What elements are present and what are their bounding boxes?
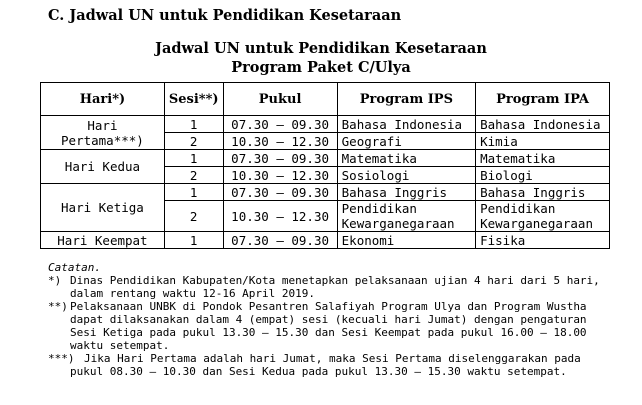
ips-cell: Pendidikan Kewarganegaraan [337, 201, 475, 232]
column-header-sesi: Sesi**) [164, 83, 223, 116]
table-row [41, 184, 610, 201]
sesi-cell: 1 [164, 150, 223, 167]
ipa-cell: Pendidikan Kewarganegaraan [476, 201, 610, 232]
pukul-cell: 10.30 – 12.30 [223, 133, 337, 150]
ipa-cell: Bahasa Indonesia [476, 116, 610, 133]
sesi-cell: 1 [164, 184, 223, 201]
table-row [41, 116, 610, 133]
note-marker: ***) [48, 352, 75, 365]
ipa-cell: Bahasa Inggris [476, 184, 610, 201]
sesi-cell: 2 [164, 167, 223, 184]
sesi-cell: 2 [164, 133, 223, 150]
ips-cell: Bahasa Inggris [337, 184, 475, 201]
table-row [41, 150, 610, 167]
sesi-cell: 1 [164, 116, 223, 133]
ipa-cell: Fisika [476, 232, 610, 249]
note-marker: **) [48, 300, 68, 313]
table-subtitle: Program Paket C/Ulya [231, 59, 411, 76]
section-heading: C. Jadwal UN untuk Pendidikan Kesetaraan [48, 7, 402, 24]
ipa-cell: Biologi [476, 167, 610, 184]
column-header-program-ipa: Program IPA [476, 83, 610, 116]
note-marker: *) [48, 274, 62, 287]
note-text: Pelaksanaan UNBK di Pondok Pesantren Salafiyah Program Ulya dan Program Wustha dapat dilaksanakan dalam 4 (empat) sesi (kecuali hari Jumat) dengan pengaturan Sesi Ketiga pada pukul 13.30 – 15.30 dan Sesi Keempat pada pukul 16.00 – 18.00 waktu setempat. [70, 300, 587, 352]
note-item [48, 274, 618, 300]
schedule-table [40, 82, 610, 249]
sesi-cell: 2 [164, 201, 223, 232]
table-header-row [41, 83, 610, 116]
day-cell: Hari Pertama***) [41, 116, 165, 150]
ips-cell: Bahasa Indonesia [337, 116, 475, 133]
pukul-cell: 10.30 – 12.30 [223, 167, 337, 184]
note-item [48, 352, 618, 378]
pukul-cell: 07.30 – 09.30 [223, 184, 337, 201]
table-title: Jadwal UN untuk Pendidikan Kesetaraan [155, 40, 487, 57]
ips-cell: Geografi [337, 133, 475, 150]
day-cell: Hari Keempat [41, 232, 165, 249]
notes-section [48, 261, 618, 378]
table-row [41, 232, 610, 249]
day-cell: Hari Kedua [41, 150, 165, 184]
pukul-cell: 07.30 – 09.30 [223, 150, 337, 167]
ips-cell: Ekonomi [337, 232, 475, 249]
ipa-cell: Kimia [476, 133, 610, 150]
ips-cell: Sosiologi [337, 167, 475, 184]
column-header-hari: Hari*) [41, 83, 165, 116]
notes-label: Catatan. [48, 261, 101, 274]
day-cell: Hari Ketiga [41, 184, 165, 232]
ips-cell: Matematika [337, 150, 475, 167]
ipa-cell: Matematika [476, 150, 610, 167]
note-text: Dinas Pendidikan Kabupaten/Kota menetapkan pelaksanaan ujian 4 hari dari 5 hari, dalam rentang waktu 12-16 April 2019. [70, 274, 600, 300]
sesi-cell: 1 [164, 232, 223, 249]
pukul-cell: 07.30 – 09.30 [223, 232, 337, 249]
note-item [48, 300, 618, 352]
note-text: Jika Hari Pertama adalah hari Jumat, maka Sesi Pertama diselenggarakan pada pukul 08.30 – 10.30 dan Sesi Kedua pada pukul 13.30 – 15.30 waktu setempat. [70, 352, 581, 378]
column-header-pukul: Pukul [223, 83, 337, 116]
pukul-cell: 07.30 – 09.30 [223, 116, 337, 133]
pukul-cell: 10.30 – 12.30 [223, 201, 337, 232]
column-header-program-ips: Program IPS [337, 83, 475, 116]
